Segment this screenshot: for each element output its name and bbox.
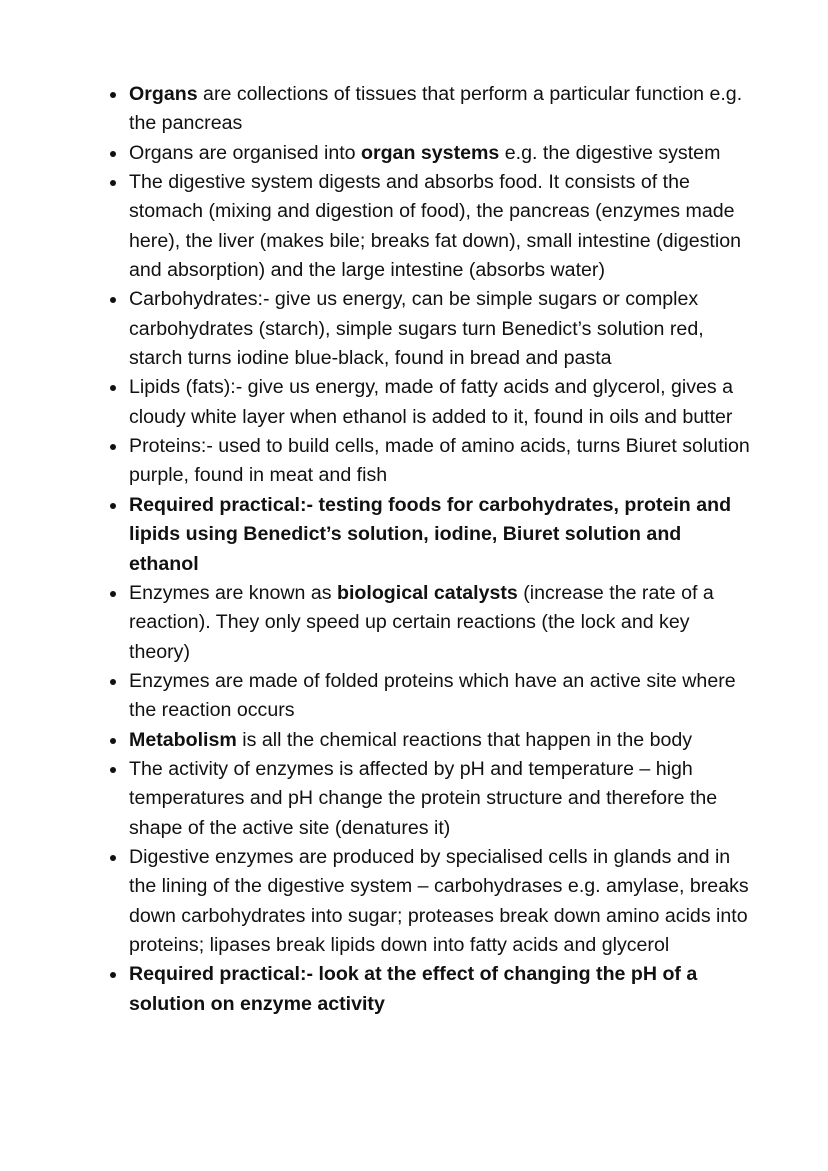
- bold-term: Organs: [129, 83, 198, 105]
- item-text: is all the chemical reactions that happen in the body: [236, 728, 693, 751]
- item-text: Proteins:- used to build cells, made of amino acids, turns Biuret solution purple, found in meat and fish: [129, 435, 750, 487]
- item-text: are collections of tissues that perform a particular function e.g. the pancreas: [129, 83, 743, 135]
- list-item: [129, 80, 754, 139]
- list-item: [129, 960, 754, 1019]
- item-text: Lipids (fats):- give us energy, made of fatty acids and glycerol, gives a cloudy white layer when ethanol is added to it, found in oils and butter: [129, 376, 734, 428]
- list-item: [129, 491, 754, 579]
- list-item: [129, 432, 754, 491]
- bold-term: organ systems: [361, 141, 500, 164]
- list-item: [129, 168, 754, 285]
- list-item: [129, 755, 754, 843]
- item-text: Organs are organised into: [129, 141, 361, 164]
- item-text: e.g. the digestive system: [499, 141, 721, 164]
- item-text: (increase the rate of a reaction). They only speed up certain reactions (the lock and key theory): [129, 581, 714, 663]
- list-item: [129, 373, 754, 432]
- list-item: [129, 667, 754, 726]
- item-text: Enzymes are made of folded proteins which have an active site where the reaction occurs: [129, 669, 736, 722]
- bold-term: biological catalysts: [337, 581, 518, 604]
- item-text: Enzymes are known as: [129, 581, 338, 604]
- list-item: [129, 726, 754, 755]
- item-text: The digestive system digests and absorbs food. It consists of the stomach (mixing and digestion of food), the pancreas (enzymes made here), the liver (makes bile; breaks fat down), small intestine (digestion and absorption) and the large intestine (absorbs water): [129, 171, 742, 282]
- bold-term: Metabolism: [129, 728, 237, 751]
- list-item: [129, 285, 754, 373]
- required-practical-text: Required practical:- look at the effect of changing the pH of a solution on enzyme activity: [129, 963, 698, 1015]
- list-item: [129, 579, 754, 667]
- bullet-list: [129, 80, 754, 1019]
- item-text: Digestive enzymes are produced by specialised cells in glands and in the lining of the digestive system – carbohydrases e.g. amylase, breaks down carbohydrates into sugar; proteases break down amino acids into proteins; lipases break lipids down into fatty acids and glycerol: [129, 845, 749, 956]
- item-text: Carbohydrates:- give us energy, can be simple sugars or complex carbohydrates (starch), simple sugars turn Benedict’s solution red, starch turns iodine blue-black, found in bread and pasta: [129, 288, 704, 370]
- list-item: [129, 843, 754, 960]
- required-practical-text: Required practical:- testing foods for carbohydrates, protein and lipids using Benedict’s solution, iodine, Biuret solution and ethanol: [129, 493, 732, 575]
- list-item: [129, 139, 754, 168]
- item-text: The activity of enzymes is affected by pH and temperature – high temperatures and pH change the protein structure and therefore the shape of the active site (denatures it): [129, 757, 718, 839]
